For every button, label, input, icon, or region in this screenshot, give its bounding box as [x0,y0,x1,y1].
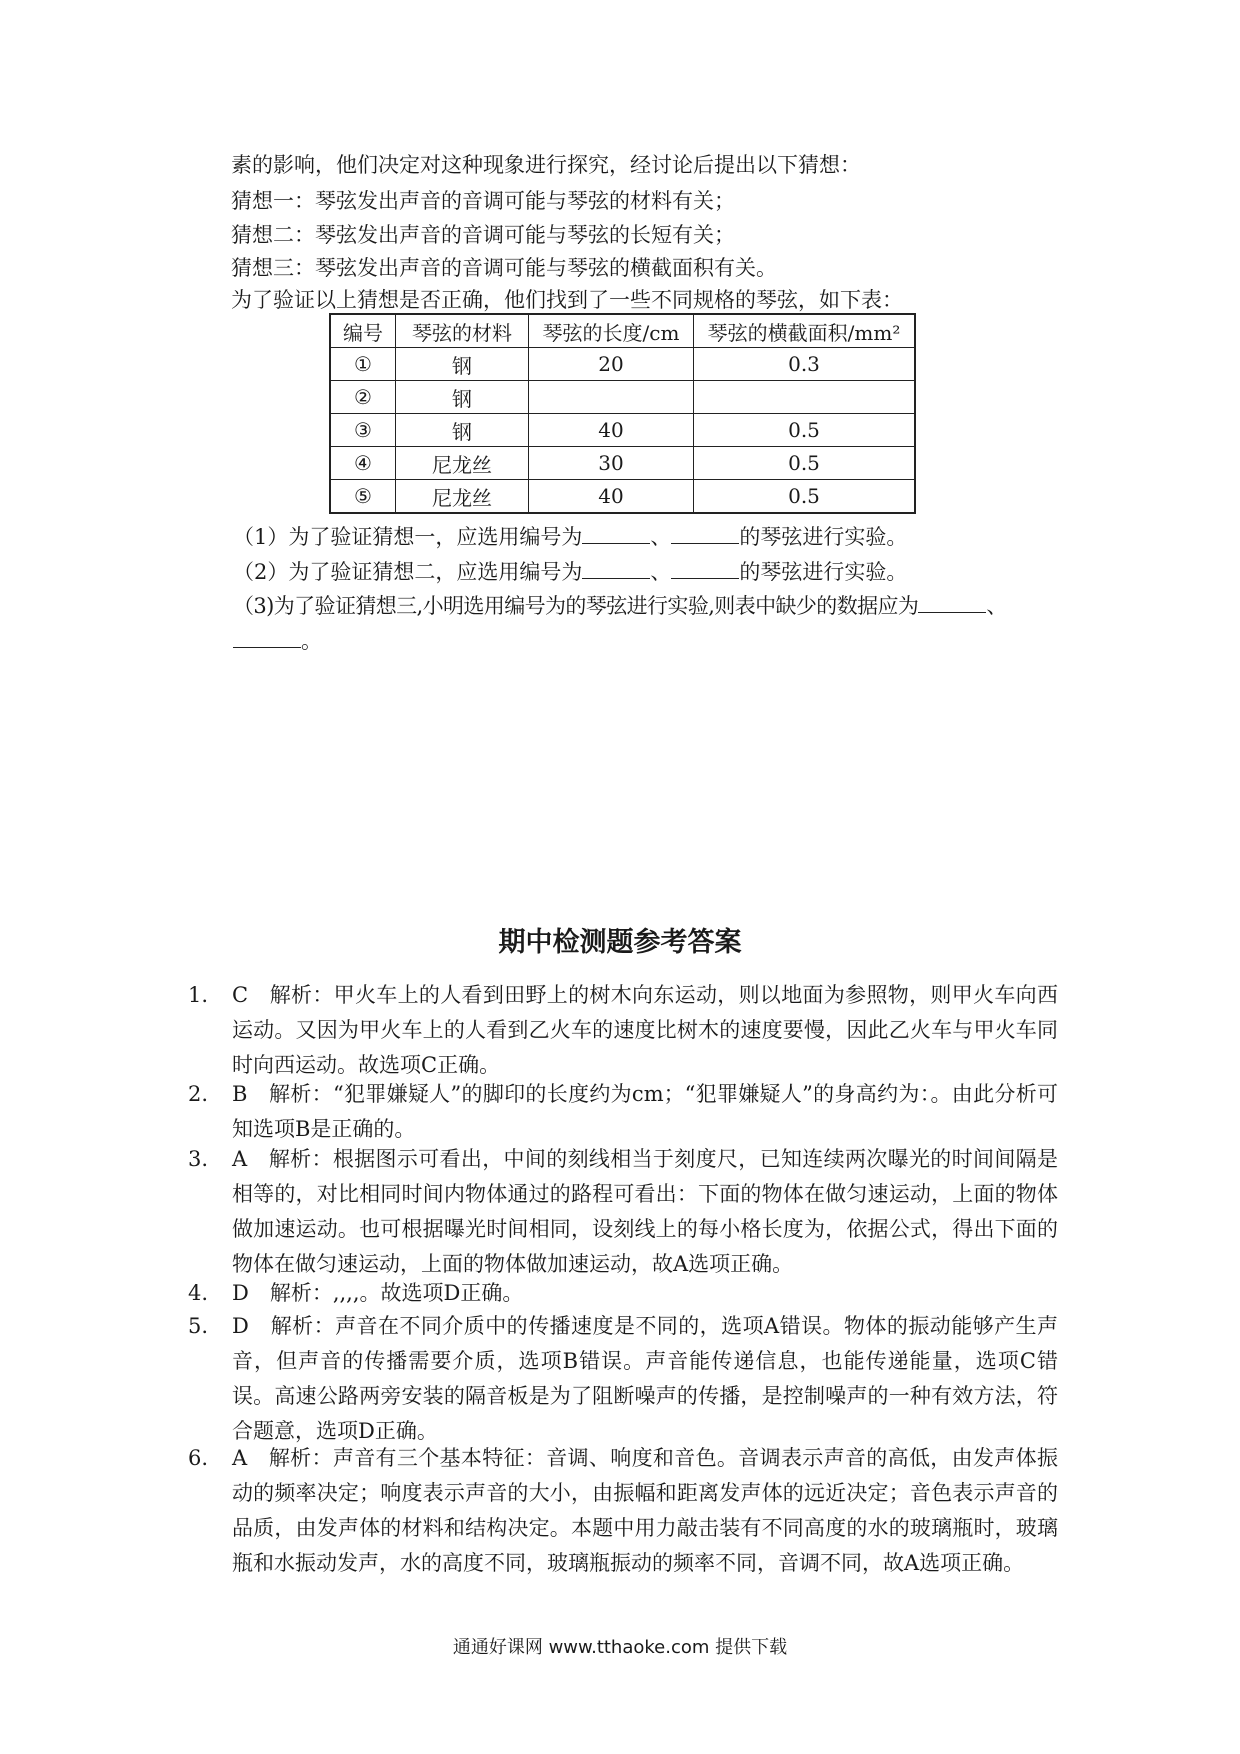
cell-area [694,381,916,414]
answer-number: 2. [188,1082,209,1106]
intro-line: 素的影响，他们决定对这种现象进行探究，经讨论后提出以下猜想： [231,153,861,177]
hypothesis-1: 猜想一：琴弦发出声音的音调可能与琴弦的材料有关； [231,189,735,213]
cell-length: 40 [529,414,694,447]
cell-area: 0.5 [694,447,916,480]
answer-item [188,978,1058,1083]
answer-blank [671,556,739,579]
table-row [330,348,915,381]
cell-length: 30 [529,447,694,480]
answer-text: D 解析：,,,,。故选项D正确。 [232,1281,524,1305]
cell-id: ① [330,348,396,381]
download-footer: 通通好课网 www.tthaoke.com 提供下载 [452,1637,788,1658]
question-3-continued: 。 [233,625,322,656]
answer-number: 3. [188,1147,209,1171]
answer-text: A 解析：声音有三个基本特征：音调、响度和音色。音调表示声音的高低，由发声体振动的频率决定；响度表示声音的大小，由振幅和距离发声体的远近决定；音色表示声音的品质，由发声体的材料和结构决定。本题中用力敲击装有不同高度的水的玻璃瓶时，玻璃瓶和水振动发声，水的高度不同，玻璃瓶振动的频率不同，音调不同，故A选项正确。 [232,1446,1058,1575]
cell-length: 20 [529,348,694,381]
string-spec-table [329,313,916,514]
cell-id: ④ [330,447,396,480]
cell-material: 钢 [396,381,529,414]
answer-text: A 解析：根据图示可看出，中间的刻线相当于刻度尺，已知连续两次曝光的时间间隔是相等的，对比相同时间内物体通过的路程可看出：下面的物体在做匀速运动，上面的物体做加速运动。也可根据曝光时间相同，设刻线上的每小格长度为，依据公式，得出下面的物体在做匀速运动，上面的物体做加速运动，故A选项正确。 [232,1147,1058,1276]
table-row [330,447,915,480]
answer-key-title: 期中检测题参考答案 [498,927,742,958]
header-id: 编号 [330,314,396,348]
answer-blank [233,625,301,648]
header-material: 琴弦的材料 [396,314,529,348]
answer-number: 4. [188,1281,209,1305]
answer-item [188,1276,1058,1311]
question-3: （3)为了验证猜想三,小明选用编号为的琴弦进行实验,则表中缺少的数据应为 、 [233,590,1007,621]
cell-area: 0.5 [694,480,916,514]
cell-material: 尼龙丝 [396,447,529,480]
cell-area: 0.5 [694,414,916,447]
cell-id: ③ [330,414,396,447]
answer-item [188,1077,1058,1147]
answer-item [188,1142,1058,1282]
cell-length [529,381,694,414]
header-length: 琴弦的长度/cm [529,314,694,348]
hypothesis-3: 猜想三：琴弦发出声音的音调可能与琴弦的横截面积有关。 [231,256,777,280]
cell-area: 0.3 [694,348,916,381]
answer-text: D 解析：声音在不同介质中的传播速度是不同的，选项A错误。物体的振动能够产生声音，但声音的传播需要介质，选项B错误。声音能传递信息，也能传递能量，选项C错误。高速公路两旁安装的隔音板是为了阻断噪声的传播，是控制噪声的一种有效方法，符合题意，选项D正确。 [232,1314,1058,1443]
cell-material: 钢 [396,414,529,447]
answer-blank [582,521,650,544]
table-header-row [330,314,915,348]
table-row [330,414,915,447]
answer-text: B 解析：“犯罪嫌疑人”的脚印的长度约为cm；“犯罪嫌疑人”的身高约为：。由此分析可知选项B是正确的。 [232,1082,1058,1141]
table-row [330,480,915,514]
header-area: 琴弦的横截面积/mm² [694,314,916,348]
question-1: （1）为了验证猜想一，应选用编号为 、 的琴弦进行实验。 [233,521,907,552]
answer-blank [671,521,739,544]
cell-id: ② [330,381,396,414]
answer-blank [582,556,650,579]
cell-material: 钢 [396,348,529,381]
question-2: （2）为了验证猜想二，应选用编号为 、 的琴弦进行实验。 [233,556,907,587]
answer-text: C 解析：甲火车上的人看到田野上的树木向东运动，则以地面为参照物，则甲火车向西运动。又因为甲火车上的人看到乙火车的速度比树木的速度要慢，因此乙火车与甲火车同时向西运动。故选项C正确。 [232,983,1058,1077]
answer-blank [918,590,986,613]
cell-id: ⑤ [330,480,396,514]
answer-item [188,1441,1058,1581]
answer-item [188,1309,1058,1449]
table-row [330,381,915,414]
answer-number: 1. [188,983,209,1007]
cell-length: 40 [529,480,694,514]
answer-number: 6. [188,1446,209,1470]
table-intro: 为了验证以上猜想是否正确，他们找到了一些不同规格的琴弦，如下表： [231,288,903,312]
hypothesis-2: 猜想二：琴弦发出声音的音调可能与琴弦的长短有关； [231,223,735,247]
cell-material: 尼龙丝 [396,480,529,514]
answer-number: 5. [188,1314,209,1338]
